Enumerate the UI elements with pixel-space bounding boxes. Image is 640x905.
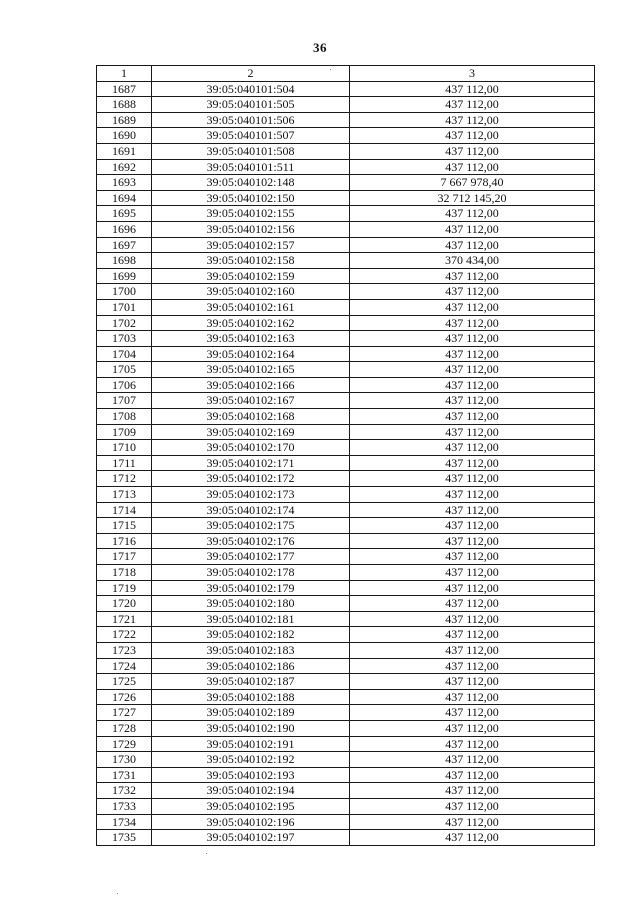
table-row xyxy=(97,627,595,643)
scan-speck xyxy=(206,853,207,854)
value-cell: 437 112,00 xyxy=(350,143,595,159)
row-number-cell: 1711 xyxy=(97,455,152,471)
row-number-cell: 1714 xyxy=(97,502,152,518)
row-number-cell: 1707 xyxy=(97,393,152,409)
row-number-cell: 1692 xyxy=(97,159,152,175)
value-cell: 437 112,00 xyxy=(350,533,595,549)
row-number-cell: 1691 xyxy=(97,143,152,159)
row-number-cell: 1694 xyxy=(97,190,152,206)
cadastral-number-cell: 39:05:040102:164 xyxy=(152,346,350,362)
registry-table xyxy=(96,65,595,846)
scan-speck xyxy=(330,69,331,70)
value-cell: 437 112,00 xyxy=(350,611,595,627)
value-cell: 437 112,00 xyxy=(350,268,595,284)
cadastral-number-cell: 39:05:040102:171 xyxy=(152,455,350,471)
value-cell: 370 434,00 xyxy=(350,253,595,269)
cadastral-number-cell: 39:05:040102:166 xyxy=(152,377,350,393)
row-number-cell: 1722 xyxy=(97,627,152,643)
value-cell: 437 112,00 xyxy=(350,830,595,846)
row-number-cell: 1689 xyxy=(97,112,152,128)
value-cell: 437 112,00 xyxy=(350,502,595,518)
value-cell: 437 112,00 xyxy=(350,206,595,222)
value-cell: 437 112,00 xyxy=(350,814,595,830)
value-cell: 437 112,00 xyxy=(350,455,595,471)
table-row xyxy=(97,674,595,690)
value-cell: 437 112,00 xyxy=(350,580,595,596)
cadastral-number-cell: 39:05:040102:150 xyxy=(152,190,350,206)
cadastral-number-cell: 39:05:040102:175 xyxy=(152,518,350,534)
table-row xyxy=(97,830,595,846)
cadastral-number-cell: 39:05:040102:162 xyxy=(152,315,350,331)
table-row xyxy=(97,221,595,237)
table-row xyxy=(97,658,595,674)
cadastral-number-cell: 39:05:040102:178 xyxy=(152,565,350,581)
row-number-cell: 1693 xyxy=(97,175,152,191)
value-cell: 437 112,00 xyxy=(350,471,595,487)
row-number-cell: 1712 xyxy=(97,471,152,487)
row-number-cell: 1705 xyxy=(97,362,152,378)
table-row xyxy=(97,440,595,456)
row-number-cell: 1723 xyxy=(97,642,152,658)
table-row xyxy=(97,752,595,768)
row-number-cell: 1717 xyxy=(97,549,152,565)
value-cell: 437 112,00 xyxy=(350,798,595,814)
row-number-cell: 1713 xyxy=(97,487,152,503)
cadastral-number-cell: 39:05:040102:158 xyxy=(152,253,350,269)
table-row xyxy=(97,81,595,97)
cadastral-number-cell: 39:05:040102:183 xyxy=(152,642,350,658)
row-number-cell: 1699 xyxy=(97,268,152,284)
row-number-cell: 1720 xyxy=(97,596,152,612)
row-number-cell: 1709 xyxy=(97,424,152,440)
row-number-cell: 1706 xyxy=(97,377,152,393)
table-row xyxy=(97,346,595,362)
cadastral-number-cell: 39:05:040102:192 xyxy=(152,752,350,768)
row-number-cell: 1700 xyxy=(97,284,152,300)
cadastral-number-cell: 39:05:040101:504 xyxy=(152,81,350,97)
cadastral-number-cell: 39:05:040102:173 xyxy=(152,487,350,503)
value-cell: 437 112,00 xyxy=(350,221,595,237)
cadastral-number-cell: 39:05:040102:179 xyxy=(152,580,350,596)
row-number-cell: 1703 xyxy=(97,331,152,347)
table-row xyxy=(97,783,595,799)
cadastral-number-cell: 39:05:040102:169 xyxy=(152,424,350,440)
row-number-cell: 1696 xyxy=(97,221,152,237)
value-cell: 437 112,00 xyxy=(350,331,595,347)
table-row xyxy=(97,253,595,269)
row-number-cell: 1690 xyxy=(97,128,152,144)
table-row xyxy=(97,611,595,627)
scan-speck xyxy=(117,893,118,894)
table-row xyxy=(97,237,595,253)
cadastral-number-cell: 39:05:040102:190 xyxy=(152,720,350,736)
cadastral-number-cell: 39:05:040102:156 xyxy=(152,221,350,237)
row-number-cell: 1726 xyxy=(97,689,152,705)
table-row xyxy=(97,487,595,503)
value-cell: 437 112,00 xyxy=(350,627,595,643)
table-row xyxy=(97,315,595,331)
cadastral-number-cell: 39:05:040102:159 xyxy=(152,268,350,284)
cadastral-number-cell: 39:05:040102:160 xyxy=(152,284,350,300)
row-number-cell: 1704 xyxy=(97,346,152,362)
row-number-cell: 1695 xyxy=(97,206,152,222)
table-row xyxy=(97,642,595,658)
value-cell: 437 112,00 xyxy=(350,237,595,253)
cadastral-number-cell: 39:05:040102:194 xyxy=(152,783,350,799)
value-cell: 437 112,00 xyxy=(350,752,595,768)
table-row xyxy=(97,549,595,565)
row-number-cell: 1732 xyxy=(97,783,152,799)
cadastral-number-cell: 39:05:040102:191 xyxy=(152,736,350,752)
cadastral-number-cell: 39:05:040102:188 xyxy=(152,689,350,705)
cadastral-number-cell: 39:05:040101:505 xyxy=(152,97,350,113)
value-cell: 437 112,00 xyxy=(350,362,595,378)
table-row xyxy=(97,580,595,596)
table-row xyxy=(97,705,595,721)
cadastral-number-cell: 39:05:040102:186 xyxy=(152,658,350,674)
cadastral-number-cell: 39:05:040102:165 xyxy=(152,362,350,378)
cadastral-number-cell: 39:05:040101:506 xyxy=(152,112,350,128)
row-number-cell: 1733 xyxy=(97,798,152,814)
value-cell: 437 112,00 xyxy=(350,112,595,128)
value-cell: 437 112,00 xyxy=(350,409,595,425)
row-number-cell: 1718 xyxy=(97,565,152,581)
table-row xyxy=(97,502,595,518)
table-row xyxy=(97,814,595,830)
cadastral-number-cell: 39:05:040102:172 xyxy=(152,471,350,487)
cadastral-number-cell: 39:05:040102:157 xyxy=(152,237,350,253)
row-number-cell: 1697 xyxy=(97,237,152,253)
row-number-cell: 1735 xyxy=(97,830,152,846)
value-cell: 437 112,00 xyxy=(350,393,595,409)
value-cell: 7 667 978,40 xyxy=(350,175,595,191)
cadastral-number-cell: 39:05:040102:170 xyxy=(152,440,350,456)
cadastral-number-cell: 39:05:040102:148 xyxy=(152,175,350,191)
cadastral-number-cell: 39:05:040102:181 xyxy=(152,611,350,627)
value-cell: 437 112,00 xyxy=(350,642,595,658)
cadastral-number-cell: 39:05:040101:511 xyxy=(152,159,350,175)
table-row xyxy=(97,362,595,378)
cadastral-number-cell: 39:05:040101:508 xyxy=(152,143,350,159)
table-row xyxy=(97,112,595,128)
cadastral-number-cell: 39:05:040102:180 xyxy=(152,596,350,612)
table-row xyxy=(97,331,595,347)
table-row xyxy=(97,284,595,300)
row-number-cell: 1721 xyxy=(97,611,152,627)
table-body xyxy=(97,81,595,845)
value-cell: 437 112,00 xyxy=(350,720,595,736)
header-row xyxy=(97,66,595,82)
value-cell: 32 712 145,20 xyxy=(350,190,595,206)
cadastral-number-cell: 39:05:040102:176 xyxy=(152,533,350,549)
cadastral-number-cell: 39:05:040102:182 xyxy=(152,627,350,643)
row-number-cell: 1734 xyxy=(97,814,152,830)
row-number-cell: 1715 xyxy=(97,518,152,534)
column-header-2: 2 xyxy=(152,66,350,82)
table-row xyxy=(97,393,595,409)
row-number-cell: 1728 xyxy=(97,720,152,736)
table-row xyxy=(97,143,595,159)
column-header-1: 1 xyxy=(97,66,152,82)
value-cell: 437 112,00 xyxy=(350,767,595,783)
row-number-cell: 1687 xyxy=(97,81,152,97)
table-row xyxy=(97,565,595,581)
table-row xyxy=(97,471,595,487)
cadastral-number-cell: 39:05:040102:177 xyxy=(152,549,350,565)
value-cell: 437 112,00 xyxy=(350,299,595,315)
value-cell: 437 112,00 xyxy=(350,658,595,674)
table-row xyxy=(97,128,595,144)
table-row xyxy=(97,689,595,705)
cadastral-number-cell: 39:05:040102:195 xyxy=(152,798,350,814)
row-number-cell: 1708 xyxy=(97,409,152,425)
cadastral-number-cell: 39:05:040102:187 xyxy=(152,674,350,690)
value-cell: 437 112,00 xyxy=(350,596,595,612)
row-number-cell: 1731 xyxy=(97,767,152,783)
row-number-cell: 1701 xyxy=(97,299,152,315)
cadastral-number-cell: 39:05:040102:167 xyxy=(152,393,350,409)
row-number-cell: 1702 xyxy=(97,315,152,331)
row-number-cell: 1716 xyxy=(97,533,152,549)
cadastral-number-cell: 39:05:040102:197 xyxy=(152,830,350,846)
value-cell: 437 112,00 xyxy=(350,97,595,113)
value-cell: 437 112,00 xyxy=(350,346,595,362)
table-row xyxy=(97,424,595,440)
value-cell: 437 112,00 xyxy=(350,674,595,690)
row-number-cell: 1688 xyxy=(97,97,152,113)
cadastral-number-cell: 39:05:040102:196 xyxy=(152,814,350,830)
value-cell: 437 112,00 xyxy=(350,424,595,440)
table-row xyxy=(97,533,595,549)
value-cell: 437 112,00 xyxy=(350,284,595,300)
row-number-cell: 1729 xyxy=(97,736,152,752)
table-row xyxy=(97,175,595,191)
table-row xyxy=(97,455,595,471)
table-row xyxy=(97,798,595,814)
value-cell: 437 112,00 xyxy=(350,736,595,752)
value-cell: 437 112,00 xyxy=(350,440,595,456)
value-cell: 437 112,00 xyxy=(350,565,595,581)
value-cell: 437 112,00 xyxy=(350,159,595,175)
value-cell: 437 112,00 xyxy=(350,377,595,393)
row-number-cell: 1719 xyxy=(97,580,152,596)
table-row xyxy=(97,720,595,736)
value-cell: 437 112,00 xyxy=(350,549,595,565)
table-row xyxy=(97,159,595,175)
table-row xyxy=(97,190,595,206)
table-row xyxy=(97,409,595,425)
table-row xyxy=(97,268,595,284)
row-number-cell: 1698 xyxy=(97,253,152,269)
cadastral-number-cell: 39:05:040102:168 xyxy=(152,409,350,425)
page-number: 36 xyxy=(313,40,327,55)
table-row xyxy=(97,97,595,113)
value-cell: 437 112,00 xyxy=(350,487,595,503)
cadastral-number-cell: 39:05:040102:174 xyxy=(152,502,350,518)
table-row xyxy=(97,377,595,393)
value-cell: 437 112,00 xyxy=(350,689,595,705)
row-number-cell: 1724 xyxy=(97,658,152,674)
cadastral-number-cell: 39:05:040102:163 xyxy=(152,331,350,347)
cadastral-number-cell: 39:05:040102:161 xyxy=(152,299,350,315)
table-row xyxy=(97,206,595,222)
value-cell: 437 112,00 xyxy=(350,128,595,144)
cadastral-number-cell: 39:05:040102:193 xyxy=(152,767,350,783)
row-number-cell: 1725 xyxy=(97,674,152,690)
value-cell: 437 112,00 xyxy=(350,81,595,97)
row-number-cell: 1730 xyxy=(97,752,152,768)
table-row xyxy=(97,736,595,752)
row-number-cell: 1710 xyxy=(97,440,152,456)
value-cell: 437 112,00 xyxy=(350,518,595,534)
table-row xyxy=(97,596,595,612)
table-row xyxy=(97,767,595,783)
cadastral-number-cell: 39:05:040102:189 xyxy=(152,705,350,721)
cadastral-number-cell: 39:05:040102:155 xyxy=(152,206,350,222)
column-header-3: 3 xyxy=(350,66,595,82)
value-cell: 437 112,00 xyxy=(350,315,595,331)
row-number-cell: 1727 xyxy=(97,705,152,721)
cadastral-number-cell: 39:05:040101:507 xyxy=(152,128,350,144)
value-cell: 437 112,00 xyxy=(350,783,595,799)
table-row xyxy=(97,299,595,315)
value-cell: 437 112,00 xyxy=(350,705,595,721)
table-header xyxy=(97,66,595,82)
table-row xyxy=(97,518,595,534)
